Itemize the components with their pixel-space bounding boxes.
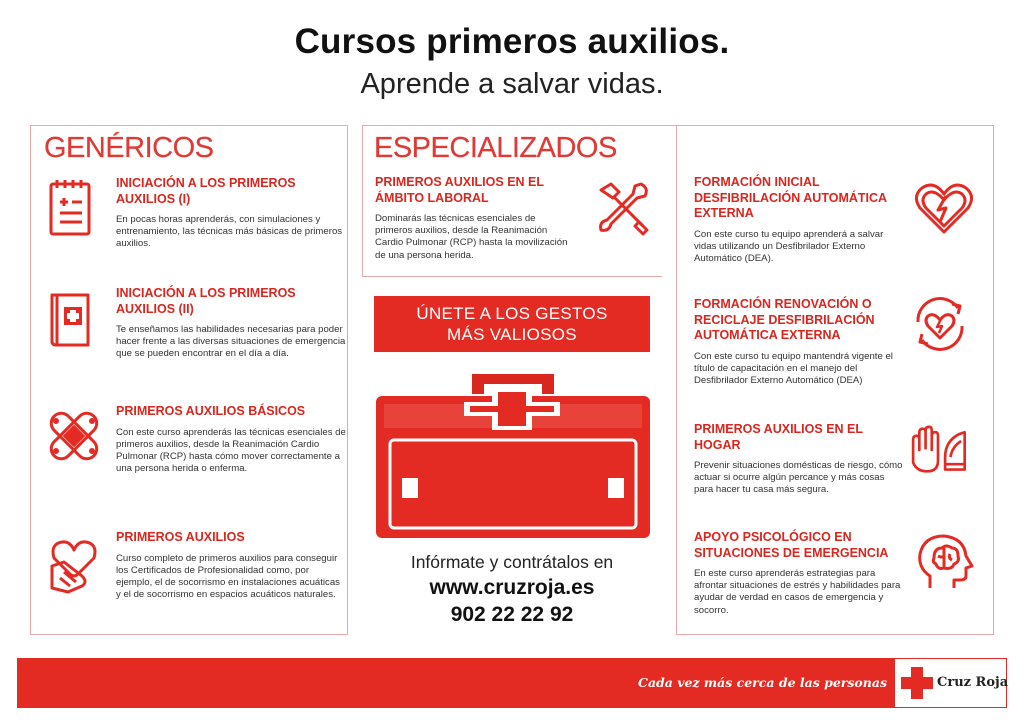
course-description: En este curso aprenderás estrategias para afrontar situaciones de estrés y habilidades para ayudar de verdad en casos de emergencia y socorro. — [694, 568, 901, 616]
course-description: Te enseñamos las habilidades necesarias para poder hacer frente a las diversas situaciones de emergencia que se pueden encontrar en el día a día. — [116, 324, 346, 360]
course-hogar — [694, 422, 906, 497]
course-title: PRIMEROS AUXILIOS EN EL HOGAR — [694, 422, 863, 452]
section-especializados: ESPECIALIZADOS — [370, 132, 621, 165]
course-title: INICIACIÓN A LOS PRIMEROS AUXILIOS (I) — [116, 176, 296, 206]
footer-slogan: Cada vez más cerca de las personas — [638, 675, 887, 690]
footer-bar — [17, 658, 1007, 708]
course-iniciacion-2 — [116, 286, 346, 361]
course-title: APOYO PSICOLÓGICO EN SITUACIONES DE EMERGENCIA — [694, 530, 889, 560]
cta-banner — [374, 296, 650, 352]
red-cross-icon — [899, 665, 935, 701]
course-dea-inicial — [694, 175, 902, 265]
clipboard-icon — [42, 176, 106, 240]
medical-book-icon — [42, 287, 106, 351]
page-title: Cursos primeros auxilios. — [294, 22, 730, 61]
contact-info: Infórmate y contrátalos en — [410, 552, 614, 572]
cruz-roja-logo[interactable] — [894, 658, 1007, 708]
cpr-hands-icon — [42, 532, 106, 596]
brand-name: Cruz Roja — [937, 675, 1009, 690]
first-aid-kit-icon — [372, 366, 654, 542]
frame-divider — [660, 125, 994, 126]
page-subtitle: Aprende a salvar vidas. — [360, 68, 664, 100]
course-description: Prevenir situaciones domésticas de riesgo, cómo actuar si ocurre algún percance y más cosas para hacer tu casa más segura. — [694, 460, 903, 496]
course-title: PRIMEROS AUXILIOS BÁSICOS — [116, 404, 306, 418]
cta-line-1: ÚNETE A LOS GESTOS — [416, 304, 608, 323]
course-laboral — [375, 175, 575, 262]
course-description: Con este curso tu equipo aprenderá a salvar vidas utilizando un Desfibrilador Externo Automático (DEA). — [694, 228, 884, 264]
course-dea-renovacion — [694, 297, 906, 387]
contact-block — [362, 552, 662, 627]
section-genericos: GENÉRICOS — [40, 132, 218, 165]
cta-line-2: MÁS VALIOSOS — [447, 325, 577, 344]
course-description: Con este curso aprenderás las técnicas esenciales de primeros auxilios, desde la Reanimación Cardio Pulmonar (RCP) hasta cómo mover correctamente a una persona herida o enferma. — [116, 426, 346, 475]
course-title: FORMACIÓN RENOVACIÓN O RECICLAJE DESFIBRILACIÓN AUTOMÁTICA EXTERNA — [694, 297, 875, 342]
course-description: Curso completo de primeros auxilios para conseguir los Certificados de Profesionalidad como, por ejemplo, el de socorrismo en instalaciones acuáticas y el de socorrismo en espacios acuáticos naturales. — [116, 552, 340, 601]
bandage-icon — [42, 404, 106, 468]
course-description: En pocas horas aprenderás, con simulaciones y entrenamiento, las técnicas más básicas de primeros auxilios. — [116, 214, 343, 250]
course-title: INICIACIÓN A LOS PRIMEROS AUXILIOS (II) — [116, 286, 296, 316]
hand-iron-icon — [906, 418, 970, 482]
course-iniciacion-1 — [116, 176, 346, 251]
course-primeros-auxilios — [116, 530, 346, 601]
heart-defibrillator-icon — [912, 176, 976, 240]
course-title: PRIMEROS AUXILIOS — [116, 530, 245, 544]
course-description: Con este curso tu equipo mantendrá vigente el título de capacitación en el manejo del Desfibrilador Externo Automático (DEA) — [694, 350, 893, 386]
course-basicos — [116, 404, 346, 475]
course-apoyo-psicologico — [694, 530, 906, 617]
course-title: PRIMEROS AUXILIOS EN EL ÁMBITO LABORAL — [375, 175, 544, 205]
phone-number[interactable]: 902 22 22 92 — [450, 603, 574, 626]
website-link[interactable]: www.cruzroja.es — [429, 576, 595, 599]
heart-renewal-icon — [908, 292, 972, 356]
course-title: FORMACIÓN INICIAL DESFIBRILACIÓN AUTOMÁTICA EXTERNA — [694, 175, 887, 220]
course-description: Dominarás las técnicas esenciales de primeros auxilios, desde la Reanimación Cardio Pulmonar (RCP) hasta la movilización de una persona herida. — [375, 213, 568, 261]
tools-icon — [591, 176, 655, 240]
head-brain-icon — [912, 530, 976, 594]
